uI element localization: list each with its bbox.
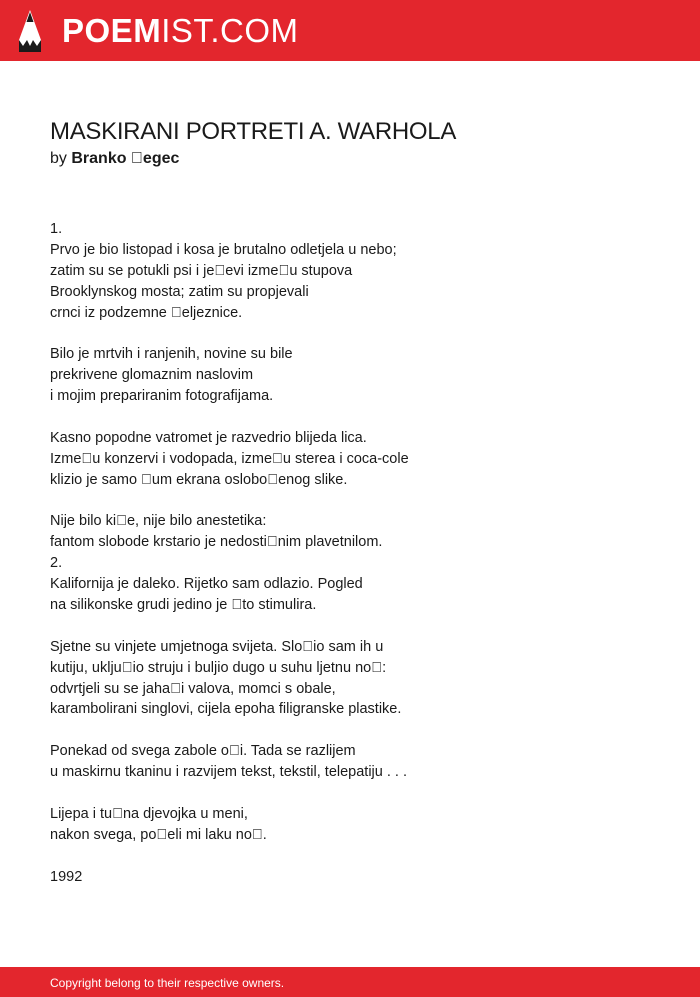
poem-body (50, 219, 650, 888)
poem-line: 1. (50, 221, 63, 237)
poem-line: Ponekad od svega zabole o i. Tada se razlijem (50, 743, 356, 760)
poem-line: odvrtjeli su se jaha i valova, momci s obale, (50, 680, 336, 697)
poem-line: na silikonske grudi jedino je  to stimulira. (50, 597, 317, 614)
site-header (0, 0, 700, 61)
poem-line: Kasno popodne vatromet je razvedrio blijeda lica. (50, 429, 367, 446)
copyright-text: Copyright belong to their respective owners. (50, 976, 285, 990)
poem-line: kutiju, uklju io struju i buljio dugo u suhu ljetnu no : (50, 659, 387, 676)
stanza-break (50, 323, 650, 344)
poem-line: Prvo je bio listopad i kosa je brutalno odletjela u nebo; (50, 241, 397, 258)
poem-line: Nije bilo ki e, nije bilo anestetika: (50, 513, 267, 530)
poem-line: Sjetne su vinjete umjetnoga svijeta. Slo io sam ih u (50, 638, 384, 655)
poem-line: u maskirnu tkaninu i razvijem tekst, tekstil, telepatiju . . . (50, 764, 407, 781)
stanza-break (50, 491, 650, 512)
poem-line: zatim su se potukli psi i je evi izme u stupova (50, 262, 353, 279)
poem-title: MASKIRANI PORTRETI A. WARHOLA (50, 118, 457, 145)
poem-line: prekrivene glomaznim naslovim (50, 367, 254, 384)
stanza-break (50, 407, 650, 428)
byline (50, 149, 179, 169)
site-logo[interactable] (62, 10, 299, 52)
by-label: by (50, 150, 67, 167)
poem-line: Brooklynskog mosta; zatim su propjevali (50, 283, 309, 300)
poem-line: 2. (50, 555, 63, 572)
poem-line: Izme u konzervi i vodopada, izme u sterea i coca-cole (50, 450, 409, 467)
author-name[interactable]: Branko  egec (71, 150, 180, 167)
stanza-break (50, 783, 650, 804)
poem-line: karambolirani singlovi, cijela epoha filigranske plastike. (50, 701, 402, 718)
poem-line: crnci iz podzemne  eljeznice. (50, 304, 243, 321)
poem-line: Lijepa i tu na djevojka u meni, (50, 805, 248, 822)
poem-line: Kalifornija je daleko. Rijetko sam odlazio. Pogled (50, 576, 363, 593)
logo-thin-text: IST.COM (161, 12, 299, 49)
poem-line: i mojim prepariranim fotografijama. (50, 388, 274, 405)
poem-line: klizio je samo  um ekrana oslobo enog slike. (50, 471, 348, 488)
stanza-break (50, 616, 650, 637)
poem-line: fantom slobode krstario je nedosti nim plavetnilom. (50, 534, 383, 551)
poem-line: nakon svega, po eli mi laku no . (50, 826, 267, 843)
poem-line: 1992 (50, 868, 83, 885)
stanza-break (50, 846, 650, 867)
logo-bold-text: POEM (62, 12, 162, 49)
poem-line: Bilo je mrtvih i ranjenih, novine su bile (50, 346, 293, 363)
stanza-break (50, 720, 650, 741)
site-footer (0, 967, 700, 997)
pencil-tip-icon[interactable] (17, 10, 43, 52)
